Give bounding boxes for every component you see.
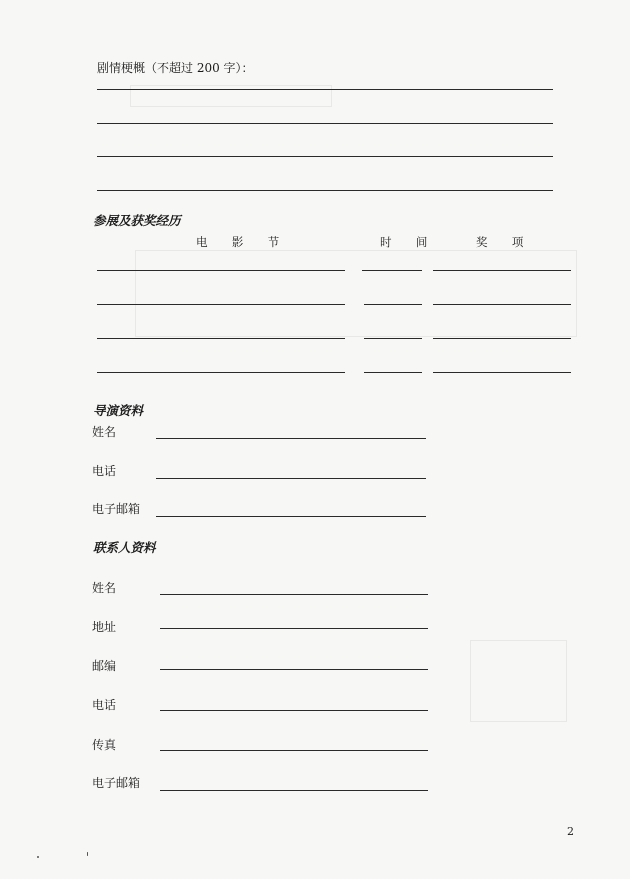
page-number: 2	[567, 825, 574, 838]
director-name-label: 姓名	[92, 425, 117, 439]
director-heading: 导演资料	[93, 403, 144, 418]
time-line	[364, 338, 422, 339]
contact-address-label: 地址	[92, 620, 117, 634]
synopsis-line	[97, 89, 553, 90]
synopsis-line	[97, 123, 553, 124]
contact-email-line	[160, 790, 428, 791]
show-through-box	[135, 250, 577, 337]
festival-line	[97, 304, 345, 305]
scan-speck	[37, 856, 39, 858]
synopsis-line	[97, 190, 553, 191]
director-phone-line	[156, 478, 426, 479]
show-through-box	[470, 640, 567, 722]
award-line	[433, 372, 571, 373]
contact-address-line	[160, 628, 428, 629]
scan-speck	[87, 852, 88, 856]
award-line	[433, 338, 571, 339]
award-line	[433, 270, 571, 271]
time-line	[364, 372, 422, 373]
time-line	[364, 304, 422, 305]
synopsis-label: 剧情梗概（不超过 200 字）：	[97, 61, 254, 75]
contact-heading: 联系人资料	[93, 540, 156, 555]
contact-name-label: 姓名	[92, 581, 117, 595]
synopsis-line	[97, 156, 553, 157]
time-line	[362, 270, 422, 271]
contact-phone-label: 电话	[92, 698, 117, 712]
column-header-festival: 电 影 节	[196, 235, 290, 249]
contact-email-label: 电子邮箱	[92, 776, 141, 790]
director-phone-label: 电话	[92, 464, 117, 478]
director-email-line	[156, 516, 426, 517]
contact-postcode-line	[160, 669, 428, 670]
contact-fax-line	[160, 750, 428, 751]
festival-history-heading: 参展及获奖经历	[93, 213, 181, 228]
award-line	[433, 304, 571, 305]
contact-fax-label: 传真	[92, 738, 117, 752]
festival-line	[97, 372, 345, 373]
contact-name-line	[160, 594, 428, 595]
column-header-time: 时 间	[380, 235, 438, 249]
director-email-label: 电子邮箱	[92, 502, 141, 516]
festival-line	[97, 270, 345, 271]
director-name-line	[156, 438, 426, 439]
festival-line	[97, 338, 345, 339]
column-header-award: 奖 项	[476, 235, 534, 249]
contact-phone-line	[160, 710, 428, 711]
contact-postcode-label: 邮编	[92, 659, 117, 673]
